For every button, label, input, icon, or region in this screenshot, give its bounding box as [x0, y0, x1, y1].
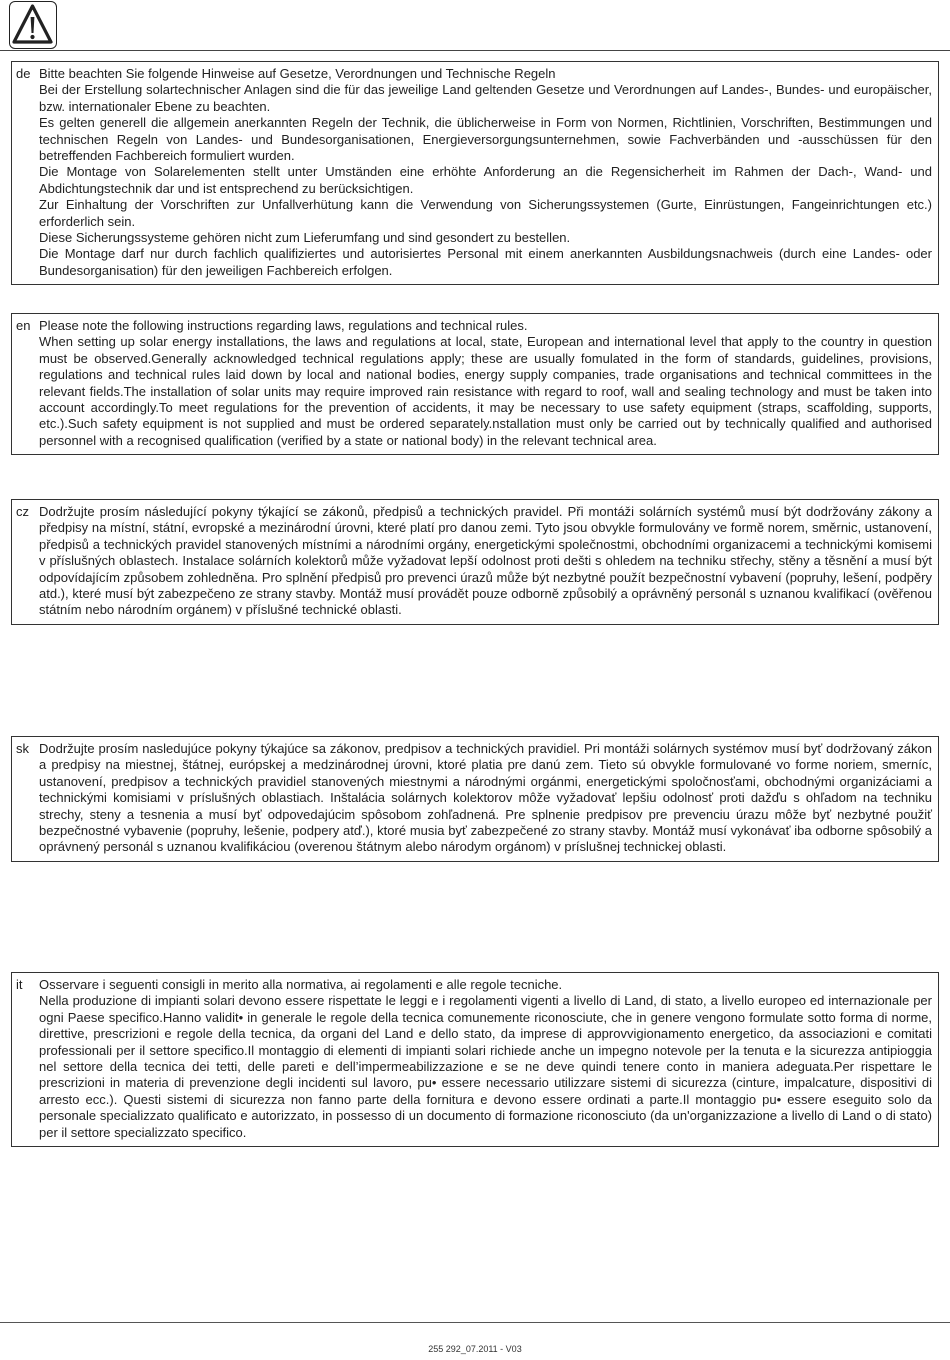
- notice-paragraph: When setting up solar energy installations, the laws and regulations at local, state, European and international level that apply to the country in question must be observed.Generally acknowledged technical regulations apply; these are usually fomulated in the form of standards, guidelines, provisions, regulations and technical rules laid down by local and national bodies, energy supply companies, trade organisations and technical committees in the relevant fields.The installation of solar units may require improved rain resistance with regard to roof, wall and sealing technology and must be taken into account accordingly.To meet regulations for the prevention of accidents, it may be necessary to use safety equipment (straps, scaffolding, supports, etc.).Such safety equipment is not supplied and must be ordered separately.nstallation must only be carried out by technically qualified and authorised personnel with a recognised qualification (verified by a state or national body) in the relevant technical area.: [39, 334, 932, 448]
- notice-heading: Bitte beachten Sie folgende Hinweise auf Gesetze, Verordnungen und Technische Regeln: [39, 66, 556, 81]
- language-code: sk: [16, 741, 29, 756]
- notice-paragraph: Die Montage darf nur durch fachlich qualifiziertes und autorisiertes Personal mit einem anerkannten Ausbildungsnachweis (durch eine Landes- oder Bundesorganisation) für den jeweiligen Fachbereich erfolgen.: [39, 246, 932, 278]
- language-code: it: [16, 977, 23, 992]
- language-code: cz: [16, 504, 29, 519]
- notice-heading: Osservare i seguenti consigli in merito alla normativa, ai regolamenti e alle regole tecniche.: [39, 977, 563, 992]
- notice-paragraph: Zur Einhaltung der Vorschriften zur Unfallverhütung kann die Verwendung von Sicherungssystemen (Gurte, Einrüstungen, Fangeinrichtungen etc.) erforderlich sein.: [39, 197, 932, 229]
- document-code: 255 292_07.2011 - V03: [428, 1344, 522, 1354]
- notice-box-de: [11, 61, 939, 285]
- notice-paragraph: Dodržujte prosím nasledujúce pokyny týkajúce sa zákonov, predpisov a technických pravidiel. Pri montáži solárnych systémov musí byť dodržovaný zákon a predpisy na miestnej, štátnej, európskej a medzinárodnej úrovni, ktoré platia pre danú zem. Tieto sú obvykle formulované vo forme noriem, smerníc, ustanovení, predpisov a technických pravidiel stanovených miestnymi a národnými orgánmi, energetickými spoločnosťami, obchodnými organizáciami a technickými komisiami v príslušných oblastiach. Inštalácia solárnych kolektorov môže vyžadovať lepšiu odolnosť proti dažďu s ohľadom na techniku strechy, steny a tesnenia a musí byť odpovedajúcim spôsobom zohľadnená. Pre splnenie predpisov pre prevenciu úrazu môže byť nezbytné použiť bezpečnostné vybavenie (popruhy, lešenie, podpery atď.), ktoré musia byť zabezpečené zo strany stavby. Montáž musí vykonávať iba odborne spôsobilý a oprávnený personál s uznanou kvalifikáciou (overenou štátnym alebo národym orgánom) v príslušnej technickej oblasti.: [39, 741, 932, 855]
- footer-divider: [0, 1322, 950, 1323]
- header-divider: [0, 50, 950, 51]
- notice-paragraph: Bei der Erstellung solartechnischer Anlagen sind die für das jeweilige Land geltenden Gesetze und Verordnungen auf Landes-, Bundes- und europäischer, bzw. internationaler Ebene zu beachten.: [39, 82, 932, 114]
- notice-paragraph: Dodržujte prosím následující pokyny týkající se zákonů, předpisů a technických pravidel. Při montáži solárních systémů musí být dodržovány zákony a předpisy na místní, státní, evropské a mezinárodní úrovni, které platí pro danou zemi. Tyto jsou obvykle formulovány ve formě norem, směrnic, ustanovení, předpisů a technických pravidel stanovených místními a národními orgány, energetickými společnostmi, obchodními organizacemi a technickými komisemi v příslušných oblastech. Instalace solárních kolektorů může vyžadovat lepší odolnost proti dešti s ohledem na techniku střechy, stěny a těsnění a musí být odpovídajícím způsobem zohledněna. Pro splnění předpisů pro prevenci úrazů může být nezbytné použít bezpečnostní vybavení (popruhy, lešení, podpěry atd.), které musí být zabezpečeno ze strany stavby. Montáž musí provádět pouze odborně způsobilý a oprávněný personál s uznanou kvalifikací (ověřenou státním nebo národním orgánem) v příslušné technické oblasti.: [39, 504, 932, 618]
- notice-box-sk: [11, 736, 939, 862]
- notice-paragraph: Es gelten generell die allgemein anerkannten Regeln der Technik, die üblicherweise in Form von Normen, Richtlinien, Vorschriften, Bestimmungen und technischen Regeln von Landes- und Bundesorganisationen, Energieversorgungsunternehmen, sowie Fachverbänden und -ausschüssen für den betreffenden Fachbereich formuliert wurden.: [39, 115, 932, 164]
- notice-box-it: [11, 972, 939, 1147]
- notice-box-cz: [11, 499, 939, 625]
- notice-paragraph: Nella produzione di impianti solari devono essere rispettate le leggi e i regolamenti vigenti a livello di Land, di stato, a livello europeo ed internazionale per ogni Paese specifico.Hanno validit• in generale le regole della tecnica comunemente riconosciute, che in genere vengono formulate sotto forma di norme, direttive, prescrizioni e regole della tecnica, da organi del Land e dello stato, da imprese di approvvigionamento energetico, da associazioni e comitati professionali per il settore specifico.Il montaggio di elementi di impianti solari richiede anche un impegno notevole per la tenuta e la sicurezza antipioggia nel settore della tecnica dei tetti, delle pareti e dell’impermeabilizzazione e se ne deve quindi tenere conto in maniera adeguata.Per rispettare le prescrizioni in materia di prevenzione degli incidenti sul lavoro, pu• essere necessario utilizzare sistemi di sicurezza (cinture, impalcature, dispositivi di arresto ecc.). Questi sistemi di sicurezza non fanno parte della fornitura e devono essere ordinati a parte.Il montaggio pu• essere eseguito solo da personale specializzato qualificato e autorizzato, in possesso di un documento di formazione riconosciuto (da un'organizzazione a livello di Land o di stato) per il settore specializzato specifico.: [39, 993, 932, 1140]
- language-code: de: [16, 66, 31, 81]
- notice-heading: Please note the following instructions regarding laws, regulations and technical rules.: [39, 318, 528, 333]
- language-code: en: [16, 318, 31, 333]
- warning-triangle-icon: [9, 1, 57, 49]
- notice-paragraph: Diese Sicherungssysteme gehören nicht zum Lieferumfang und sind gesondert zu bestellen.: [39, 230, 571, 246]
- notice-box-en: [11, 313, 939, 455]
- notice-paragraph: Die Montage von Solarelementen stellt unter Umständen eine erhöhte Anforderung an die Regensicherheit im Rahmen der Dach-, Wand- und Abdichtungstechnik dar und ist entsprechend zu berücksichtigen.: [39, 164, 932, 196]
